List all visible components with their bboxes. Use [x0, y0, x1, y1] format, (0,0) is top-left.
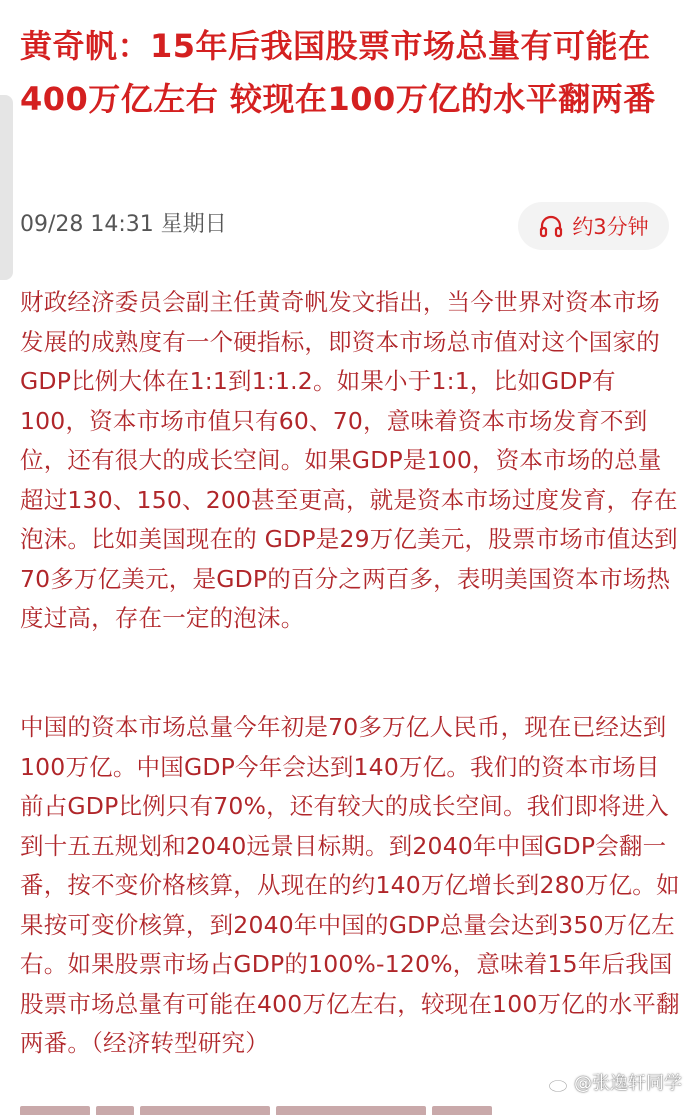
watermark-text: @张逸轩同学 — [574, 1073, 682, 1094]
article-paragraph: 中国的资本市场总量今年初是70多万亿人民币，现在已经达到100万亿。中国GDP今年会达到140万亿。我们的资本市场目前占GDP比例只有70%，还有较大的成长空间。我们即将进入到十五五规划和2040远景目标期。到2040年中国GDP会翻一番，按不变价格核算，从现在的约140万亿增长到280万亿。如果按可变价核算，到2040年中国的GDP总量会达到350万亿左右。如果股票市场占GDP的100%-120%，意味着15年后我国股票市场总量有可能在400万亿左右，较现在100万亿的水平翻两番。（经济转型研究） — [20, 713, 680, 1057]
weibo-logo-icon — [548, 1075, 570, 1093]
listen-duration-button[interactable] — [518, 202, 669, 250]
publish-date: 09/28 14:31 星期日 — [20, 212, 227, 237]
listen-duration-label: 约3分钟 — [572, 215, 649, 239]
article-title: 黄奇帆：15年后我国股票市场总量有可能在400万亿左右 较现在100万亿的水平翻两番 — [20, 27, 656, 118]
side-panel-handle[interactable] — [0, 95, 13, 280]
clipped-text-line — [20, 1101, 580, 1115]
headphones-icon — [538, 213, 564, 239]
article-paragraph: 财政经济委员会副主任黄奇帆发文指出，当今世界对资本市场发展的成熟度有一个硬指标，即资本市场总市值对这个国家的GDP比例大体在1:1到1:1.2。如果小于1:1，比如GDP有100，资本市场市值只有60、70，意味着资本市场发育不到位，还有很大的成长空间。如果GDP是100，资本市场的总量超过130、150、200甚至更高，就是资本市场过度发育，存在泡沫。比如美国现在的 GDP是29万亿美元，股票市场市值达到70多万亿美元，是GDP的百分之两百多，表明美国资本市场热度过高，存在一定的泡沫。 — [20, 288, 678, 632]
weibo-watermark — [548, 1071, 682, 1097]
